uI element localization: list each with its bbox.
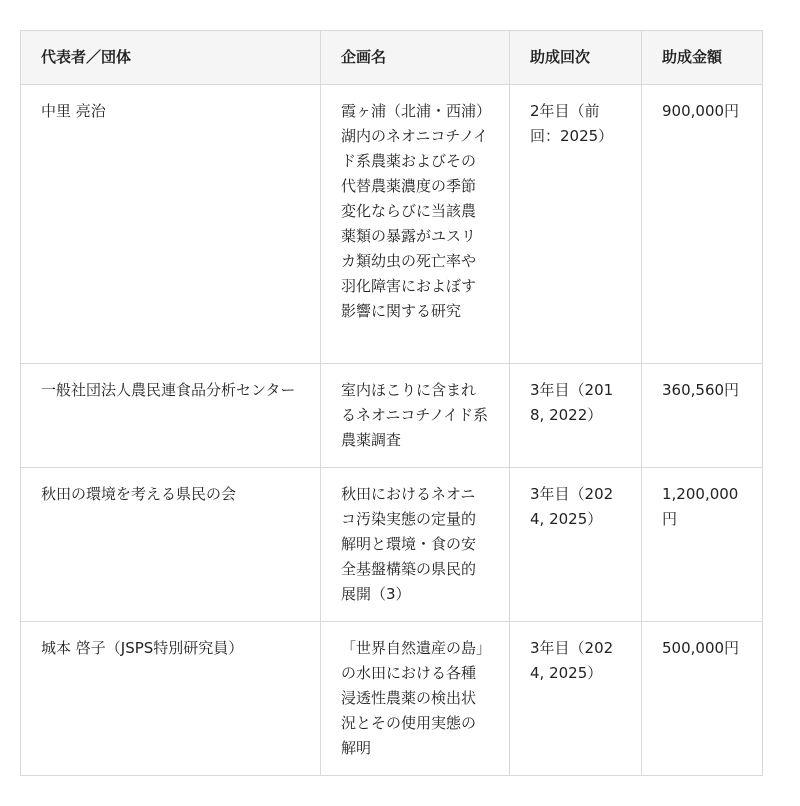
header-representative: 代表者／団体 — [21, 31, 321, 85]
grants-table — [20, 30, 763, 776]
cell-round: 3年目（2024, 2025） — [510, 622, 642, 776]
table-header-row — [21, 31, 763, 85]
table-row — [21, 85, 763, 364]
table-row — [21, 468, 763, 622]
cell-project: 室内ほこりに含まれるネオニコチノイド系農薬調査 — [321, 364, 510, 468]
cell-round: 2年目（前回：2025） — [510, 85, 642, 364]
cell-project: 霞ヶ浦（北浦・西浦）湖内のネオニコチノイド系農薬およびその代替農薬濃度の季節変化ならびに当該農薬類の暴露がユスリカ類幼虫の死亡率や羽化障害におよぼす影響に関する研究 — [321, 85, 510, 364]
header-project: 企画名 — [321, 31, 510, 85]
cell-project: 「世界自然遺産の島」の水田における各種浸透性農薬の検出状況とその使用実態の解明 — [321, 622, 510, 776]
cell-project: 秋田におけるネオニコ汚染実態の定量的解明と環境・食の安全基盤構築の県民的展開（3） — [321, 468, 510, 622]
cell-representative: 中里 亮治 — [21, 85, 321, 364]
cell-round: 3年目（2018, 2022） — [510, 364, 642, 468]
cell-representative: 一般社団法人農民連食品分析センター — [21, 364, 321, 468]
cell-amount: 360,560円 — [642, 364, 763, 468]
cell-amount: 900,000円 — [642, 85, 763, 364]
cell-representative: 秋田の環境を考える県民の会 — [21, 468, 321, 622]
cell-amount: 500,000円 — [642, 622, 763, 776]
cell-representative: 城本 啓子（JSPS特別研究員） — [21, 622, 321, 776]
header-amount: 助成金額 — [642, 31, 763, 85]
cell-amount: 1,200,000円 — [642, 468, 763, 622]
table-row — [21, 622, 763, 776]
header-round: 助成回次 — [510, 31, 642, 85]
table-row — [21, 364, 763, 468]
cell-round: 3年目（2024, 2025） — [510, 468, 642, 622]
